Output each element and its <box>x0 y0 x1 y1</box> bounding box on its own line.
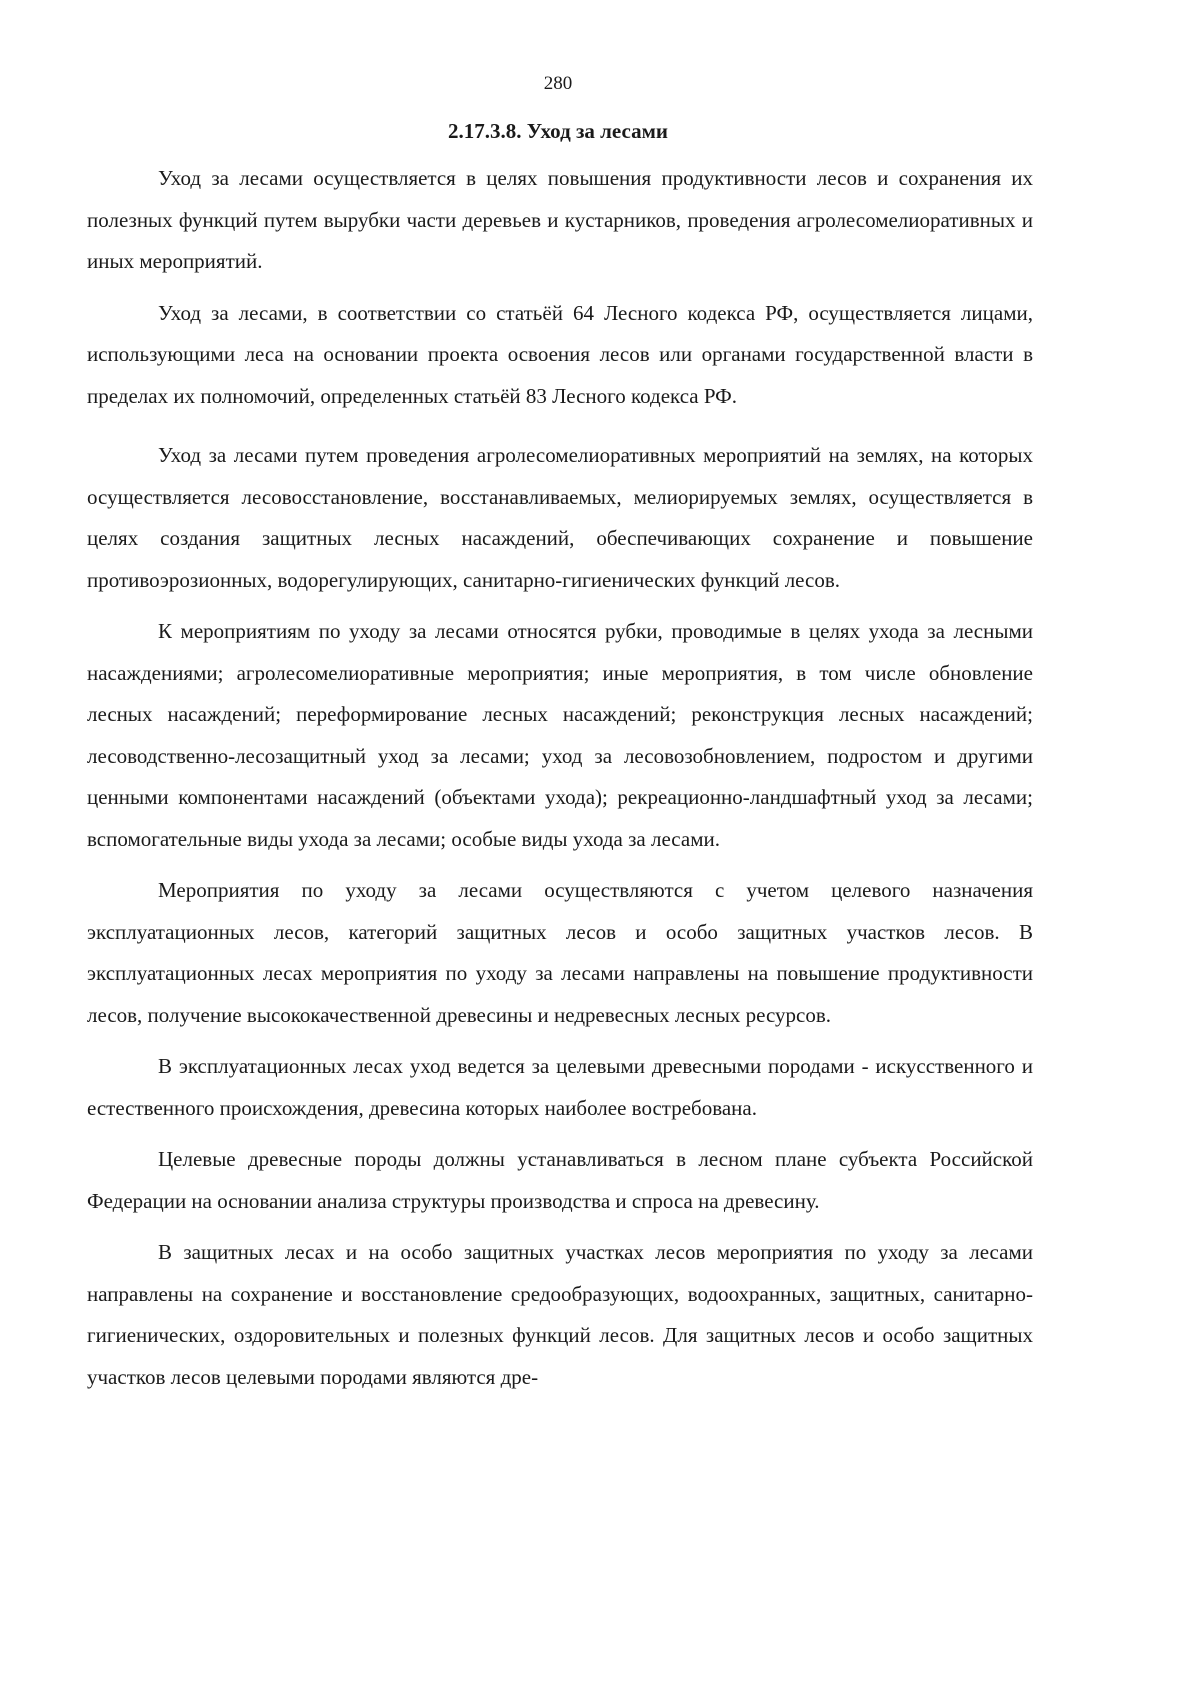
paragraph: Уход за лесами, в соответствии со статьёй 64 Лесного кодекса РФ, осуществляется лицами, использующими леса на основании проекта освоения лесов или органами государственной власти в пределах их полномочий, определенных статьёй 83 Лесного кодекса РФ. <box>87 300 1033 408</box>
paragraph: К мероприятиям по уходу за лесами относятся рубки, проводимые в целях ухода за лесными насаждениями; агролесомелиоративные мероприятия; иные мероприятия, в том числе обновление лесных насаждений; переформирование лесных насаждений; реконструкция лесных насаждений; лесоводственно-лесозащитный уход за лесами; уход за лесовозобновлением, подростом и другими ценными компонентами насаждений (объектами ухода); рекреационно-ландшафтный уход за лесами; вспомогательные виды ухода за лесами; особые виды ухода за лесами. <box>87 619 1033 851</box>
document-body <box>87 158 1033 1398</box>
paragraph: Целевые древесные породы должны устанавливаться в лесном плане субъекта Российской Федерации на основании анализа структуры производства и спроса на древесину. <box>87 1147 1033 1213</box>
section-heading: 2.17.3.8. Уход за лесами <box>448 119 668 143</box>
paragraph: Мероприятия по уходу за лесами осуществляются с учетом целевого назначения эксплуатационных лесов, категорий защитных лесов и особо защитных участков лесов. В эксплуатационных лесах мероприятия по уходу за лесами направлены на повышение продуктивности лесов, получение высококачественной древесины и недревесных лесных ресурсов. <box>87 878 1033 1027</box>
paragraph: В эксплуатационных лесах уход ведется за целевыми древесными породами - искусственного и естественного происхождения, древесина которых наиболее востребована. <box>87 1054 1033 1120</box>
page-number: 280 <box>543 73 573 94</box>
paragraph: Уход за лесами осуществляется в целях повышения продуктивности лесов и сохранения их полезных функций путем вырубки части деревьев и кустарников, проведения агролесомелиоративных и иных мероприятий. <box>87 166 1033 273</box>
paragraph: В защитных лесах и на особо защитных участках лесов мероприятия по уходу за лесами направлены на сохранение и восстановление средообразующих, водоохранных, защитных, санитарно-гигиенических, оздоровительных и полезных функций лесов. Для защитных лесов и особо защитных участков лесов целевыми породами являются дре- <box>87 1240 1033 1389</box>
paragraph: Уход за лесами путем проведения агролесомелиоративных мероприятий на землях, на которых осуществляется лесовосстановление, восстанавливаемых, мелиорируемых землях, осуществляется в целях создания защитных лесных насаждений, обеспечивающих сохранение и повышение противоэрозионных, водорегулирующих, санитарно-гигиенических функций лесов. <box>87 443 1033 592</box>
